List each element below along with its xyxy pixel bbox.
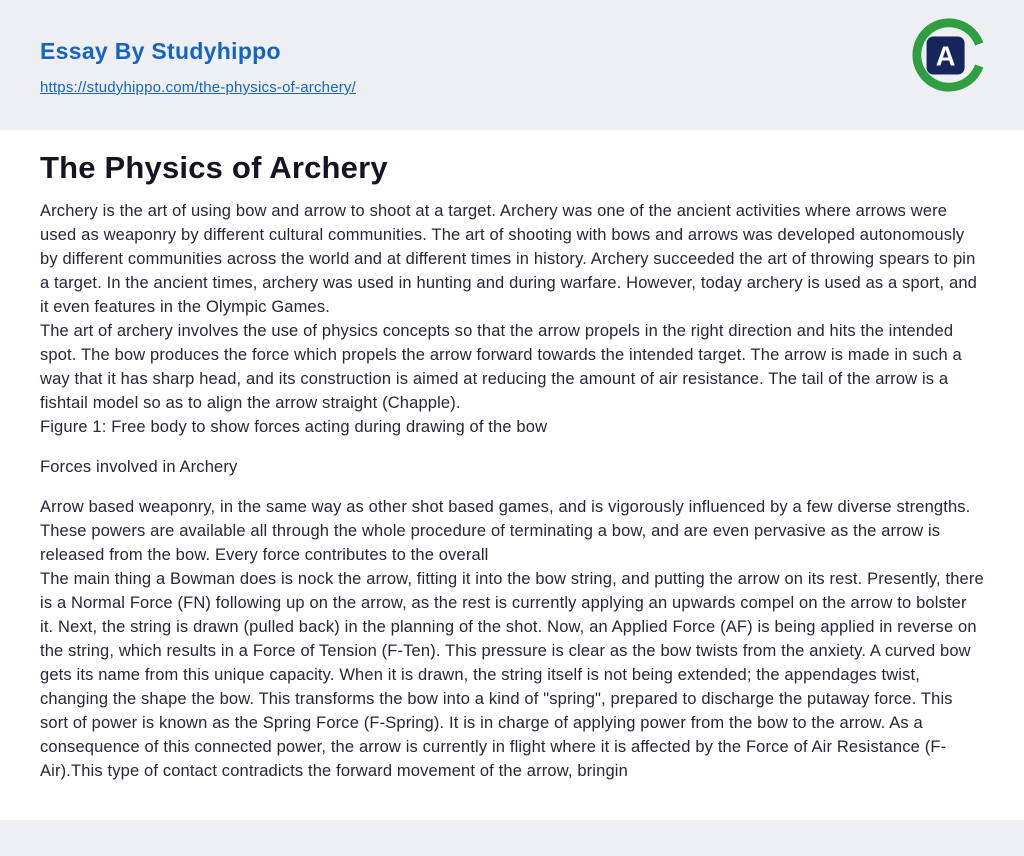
logo-letter: A	[935, 40, 956, 72]
paragraph-spacer	[40, 439, 984, 455]
article	[0, 130, 1024, 820]
paragraph-spacer	[40, 479, 984, 495]
paragraph: Arrow based weaponry, in the same way as other shot based games, and is vigorously influenced by a few diverse strengths. These powers are available all through the whole procedure of terminating a bow, and are even pervasive as the arrow is released from the bow. Every force contributes to the overall	[40, 498, 971, 564]
paragraph: The main thing a Bowman does is nock the arrow, fitting it into the bow string, and putting the arrow on its rest. Presently, there is a Normal Force (FN) following up on the arrow, as the rest is currently applying an upwards compel on the arrow to bolster it. Next, the string is drawn (pulled back) in the planning of the shot. Now, an Applied Force (AF) is being applied in reverse on the string, which results in a Force of Tension (F-Ten). This pressure is clear as the bow twists from the anxiety. A curved bow gets its name from this unique capacity. When it is drawn, the string itself is not being extended; the appendages twist, changing the shape the bow. This transforms the bow into a kind of "spring", prepared to discharge the putaway force. This sort of power is known as the Spring Force (F-Spring). It is in charge of applying power from the bow to the arrow. As a consequence of this connected power, the arrow is currently in flight where it is affected by the Force of Air Resistance (F-Air).This type of contact contradicts the forward movement of the arrow, bringin	[40, 570, 984, 780]
paragraph: Archery is the art of using bow and arrow to shoot at a target. Archery was one of the ancient activities where arrows were used as weaponry by different cultural communities. The art of shooting with bows and arrows was developed autonomously by different communities across the world and at different times in history. Archery succeeded the art of throwing spears to pin a target. In the ancient times, archery was used in hunting and during warfare. However, today archery is used as a sport, and it even features in the Olympic Games.	[40, 202, 977, 316]
article-title: The Physics of Archery	[40, 150, 388, 185]
source-url-link[interactable]: https://studyhippo.com/the-physics-of-archery/	[40, 79, 356, 96]
studyhippo-logo-icon	[910, 16, 988, 94]
page-footer	[0, 820, 1024, 856]
paragraph: The art of archery involves the use of physics concepts so that the arrow propels in the right direction and hits the intended spot. The bow produces the force which propels the arrow forward towards the intended target. The arrow is made in such a way that it has sharp head, and its construction is aimed at reducing the amount of air resistance. The tail of the arrow is a fishtail model so as to align the arrow straight (Chapple).	[40, 322, 962, 412]
site-title: Essay By Studyhippo	[40, 38, 281, 64]
paragraph: Forces involved in Archery	[40, 458, 238, 476]
paragraph: Figure 1: Free body to show forces acting during drawing of the bow	[40, 418, 548, 436]
article-body	[40, 199, 984, 783]
page-header	[0, 0, 1024, 130]
